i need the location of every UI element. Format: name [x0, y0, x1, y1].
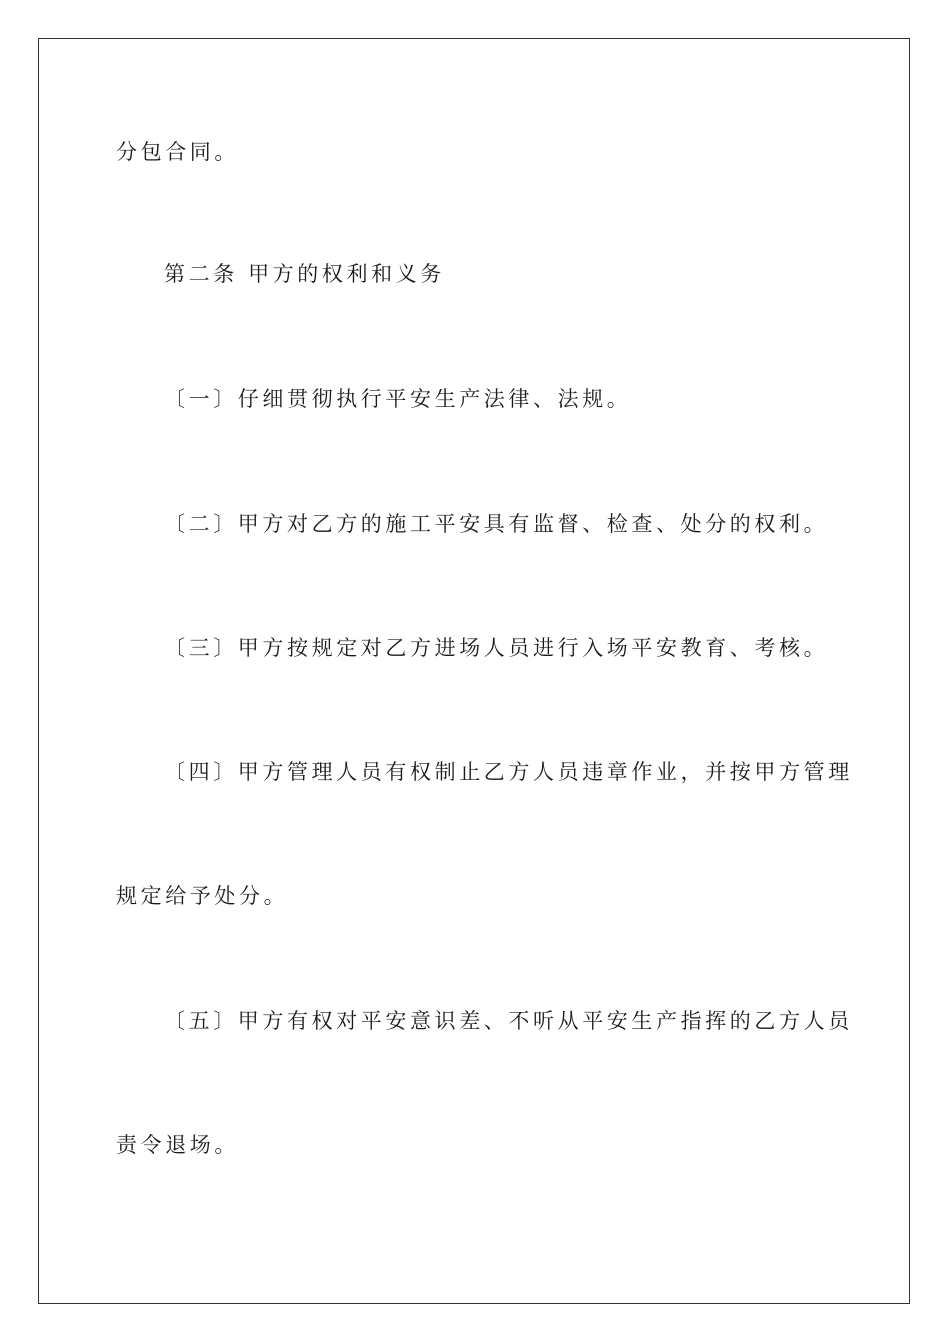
paragraph-line: 规定给予处分。 [116, 884, 289, 908]
paragraph-line: 〔四〕甲方管理人员有权制止乙方人员违章作业，并按甲方管理 [164, 760, 853, 784]
paragraph-line: 〔二〕甲方对乙方的施工平安具有监督、检查、处分的权利。 [164, 512, 829, 536]
paragraph-line: 责令退场。 [116, 1133, 239, 1157]
section-heading: 第二条 甲方的权利和义务 [164, 262, 445, 286]
paragraph-line: 〔三〕甲方按规定对乙方进场人员进行入场平安教育、考核。 [164, 636, 829, 660]
paragraph-line: 〔五〕甲方有权对平安意识差、不听从平安生产指挥的乙方人员 [164, 1009, 853, 1033]
page-border [38, 38, 910, 1304]
paragraph-line: 分包合同。 [116, 140, 239, 164]
paragraph-line: 〔一〕仔细贯彻执行平安生产法律、法规。 [164, 387, 632, 411]
